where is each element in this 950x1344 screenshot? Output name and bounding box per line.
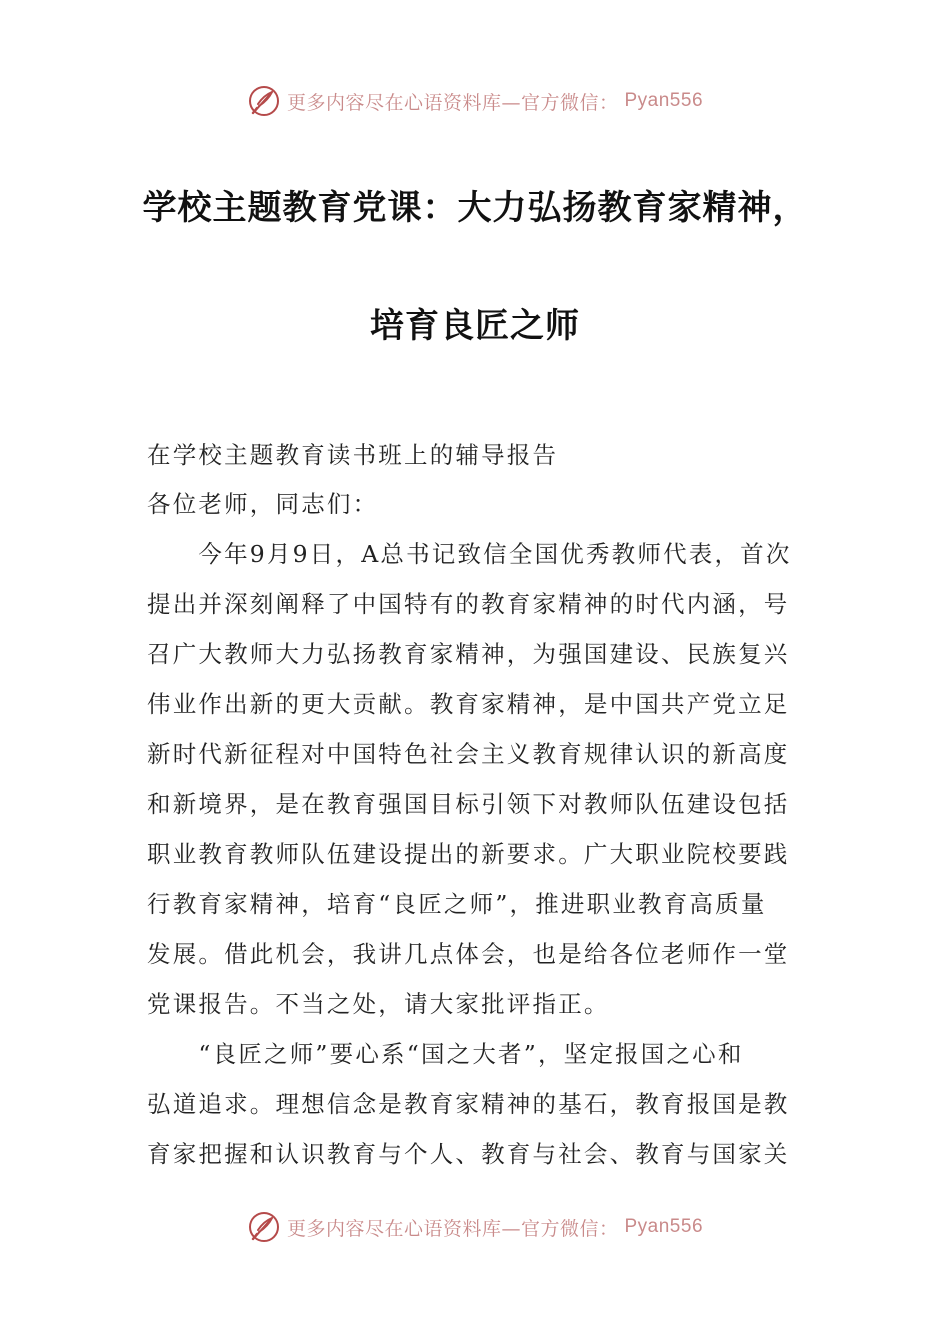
watermark-wechat-id: Pyan556 bbox=[624, 1216, 704, 1237]
watermark-text: 更多内容尽在心语资料库—官方微信： bbox=[286, 91, 619, 114]
paragraph-1-line: 提出并深刻阐释了中国特有的教育家精神的时代内涵，号 bbox=[147, 590, 790, 618]
paragraph-1-line: 行教育家精神，培育“良匠之师”，推进职业教育高质量 bbox=[147, 890, 767, 918]
paragraph-1-line: 伟业作出新的更大贡献。教育家精神，是中国共产党立足 bbox=[147, 690, 790, 718]
paragraph-1-line: 发展。借此机会，我讲几点体会，也是给各位老师作一堂 bbox=[147, 940, 790, 968]
paragraph-1-line: 召广大教师大力弘扬教育家精神，为强国建设、民族复兴 bbox=[147, 640, 790, 668]
feather-pen-circle-icon bbox=[247, 84, 281, 118]
paragraph-2-line: “良匠之师”要心系“国之大者”，坚定报国之心和 bbox=[147, 1040, 744, 1068]
watermark-text: 更多内容尽在心语资料库—官方微信： bbox=[286, 1217, 619, 1240]
page-title-line-1: 学校主题教育党课：大力弘扬教育家精神， bbox=[142, 188, 808, 228]
feather-pen-circle-icon bbox=[247, 1210, 281, 1244]
page-title-line-2: 培育良匠之师 bbox=[370, 306, 580, 346]
salutation: 各位老师，同志们： bbox=[147, 490, 379, 518]
paragraph-2-line: 育家把握和认识教育与个人、教育与社会、教育与国家关 bbox=[147, 1140, 790, 1168]
subtitle: 在学校主题教育读书班上的辅导报告 bbox=[147, 441, 559, 469]
paragraph-1-line: 今年9月9日，A总书记致信全国优秀教师代表，首次 bbox=[147, 540, 792, 568]
footer-watermark bbox=[0, 1210, 950, 1244]
watermark-wechat-id: Pyan556 bbox=[624, 90, 704, 111]
header-watermark bbox=[0, 84, 950, 118]
paragraph-1-line: 新时代新征程对中国特色社会主义教育规律认识的新高度 bbox=[147, 740, 790, 768]
paragraph-2-line: 弘道追求。理想信念是教育家精神的基石，教育报国是教 bbox=[147, 1090, 790, 1118]
paragraph-1-line: 党课报告。不当之处，请大家批评指正。 bbox=[147, 990, 610, 1018]
paragraph-1-line: 职业教育教师队伍建设提出的新要求。广大职业院校要践 bbox=[147, 840, 790, 868]
paragraph-1-line: 和新境界，是在教育强国目标引领下对教师队伍建设包括 bbox=[147, 790, 790, 818]
